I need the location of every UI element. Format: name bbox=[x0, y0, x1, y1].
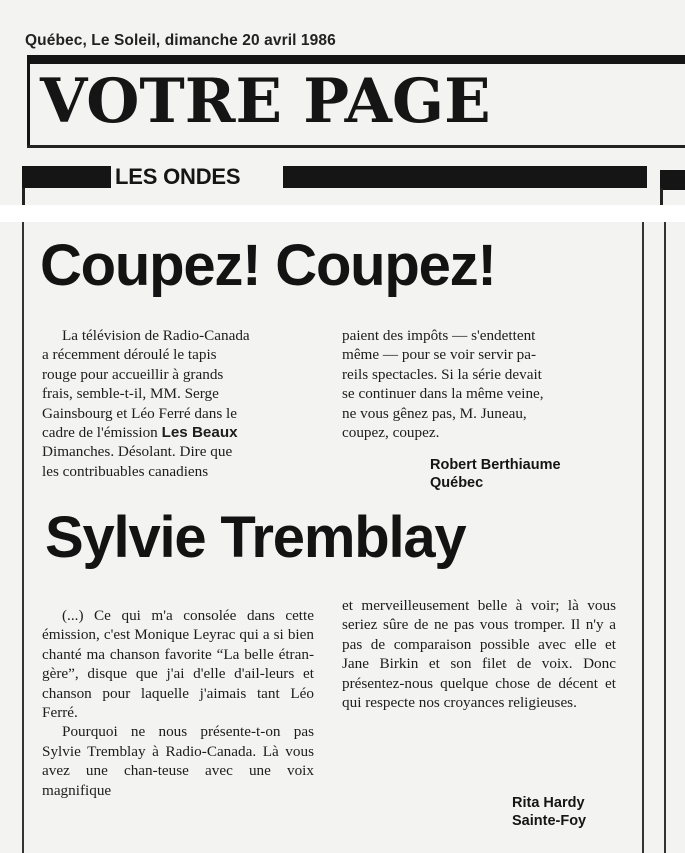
page-title: VOTRE PAGE bbox=[40, 66, 491, 137]
adjacent-column-bar bbox=[660, 170, 685, 190]
section-label: LES ONDES bbox=[115, 164, 241, 189]
letter-headline: Coupez! Coupez! bbox=[40, 233, 496, 298]
letter-signature bbox=[512, 794, 586, 830]
adjacent-column-rule bbox=[660, 188, 663, 205]
masthead-clipping bbox=[0, 0, 685, 205]
letter-signature bbox=[430, 456, 561, 492]
program-name: Les Beaux bbox=[161, 424, 238, 442]
signature-place: Québec bbox=[430, 475, 484, 491]
dateline: Québec, Le Soleil, dimanche 20 avril 1986 bbox=[25, 32, 336, 49]
letter-body-right bbox=[342, 326, 616, 442]
text-line: rouge pour accueillir à grands bbox=[42, 365, 224, 383]
text-line: même — pour se voir servir pa- bbox=[342, 346, 537, 364]
column-rule bbox=[22, 188, 25, 205]
text-fragment: cadre de l'émission bbox=[42, 424, 162, 442]
text-line: Gainsbourg et Léo Ferré dans le bbox=[42, 404, 237, 422]
paragraph: Pourquoi ne nous présente-t-on pas Sylvie Tremblay à Radio-Canada. Là vous avez une chan-teuse avec une voix magnifique bbox=[42, 723, 314, 799]
outer-frame-rule bbox=[664, 222, 666, 853]
signature-place: Sainte-Foy bbox=[512, 813, 587, 829]
text-line: La télévision de Radio-Canada bbox=[62, 327, 250, 344]
letter-body-right bbox=[342, 596, 616, 712]
letters-clipping bbox=[0, 222, 685, 853]
text-line-with-program bbox=[42, 423, 314, 442]
signature-name: Rita Hardy bbox=[512, 795, 585, 811]
text-line: reils spectacles. Si la série devait bbox=[342, 365, 542, 383]
signature-name: Robert Berthiaume bbox=[430, 457, 561, 473]
masthead-bottom-rule bbox=[27, 145, 685, 148]
letter-headline: Sylvie Tremblay bbox=[45, 505, 466, 570]
text-line: paient des impôts — s'endettent bbox=[342, 327, 536, 344]
text-line: Dimanches. Désolant. Dire que bbox=[42, 443, 233, 461]
masthead-left-rule bbox=[27, 55, 30, 145]
text-line: coupez, coupez. bbox=[342, 424, 440, 442]
text-line: frais, semble-t-il, MM. Serge bbox=[42, 385, 219, 403]
left-frame-rule bbox=[22, 222, 24, 853]
text-line: a récemment déroulé le tapis bbox=[42, 346, 217, 364]
paragraph: et merveilleusement belle à voir; là vous seriez sûre de ne pas vous tromper. Il n'y a pas de comparaison possible avec elle et Jane Birkin et son filet de voix. Donc présentez-nous quelque chose de décent et qui respecte nos croyances religieuses. bbox=[342, 597, 616, 712]
text-line: se continuer dans la même veine, bbox=[342, 385, 544, 403]
paragraph: (...) Ce qui m'a consolée dans cette émission, c'est Monique Leyrac qui a si bien chanté ma chanson favorite “La belle étran-gère”, disque que j'ai d'elle d'ail-leurs et chanson pour laquelle j'aimais tant Léo Ferré. bbox=[42, 607, 314, 722]
right-frame-rule bbox=[642, 222, 644, 853]
letter-body-left bbox=[42, 606, 314, 800]
text-line: ne vous gênez pas, M. Juneau, bbox=[342, 404, 527, 422]
masthead-top-rule bbox=[27, 55, 685, 64]
text-line: les contribuables canadiens bbox=[42, 462, 209, 480]
letter-body-left bbox=[42, 326, 314, 481]
